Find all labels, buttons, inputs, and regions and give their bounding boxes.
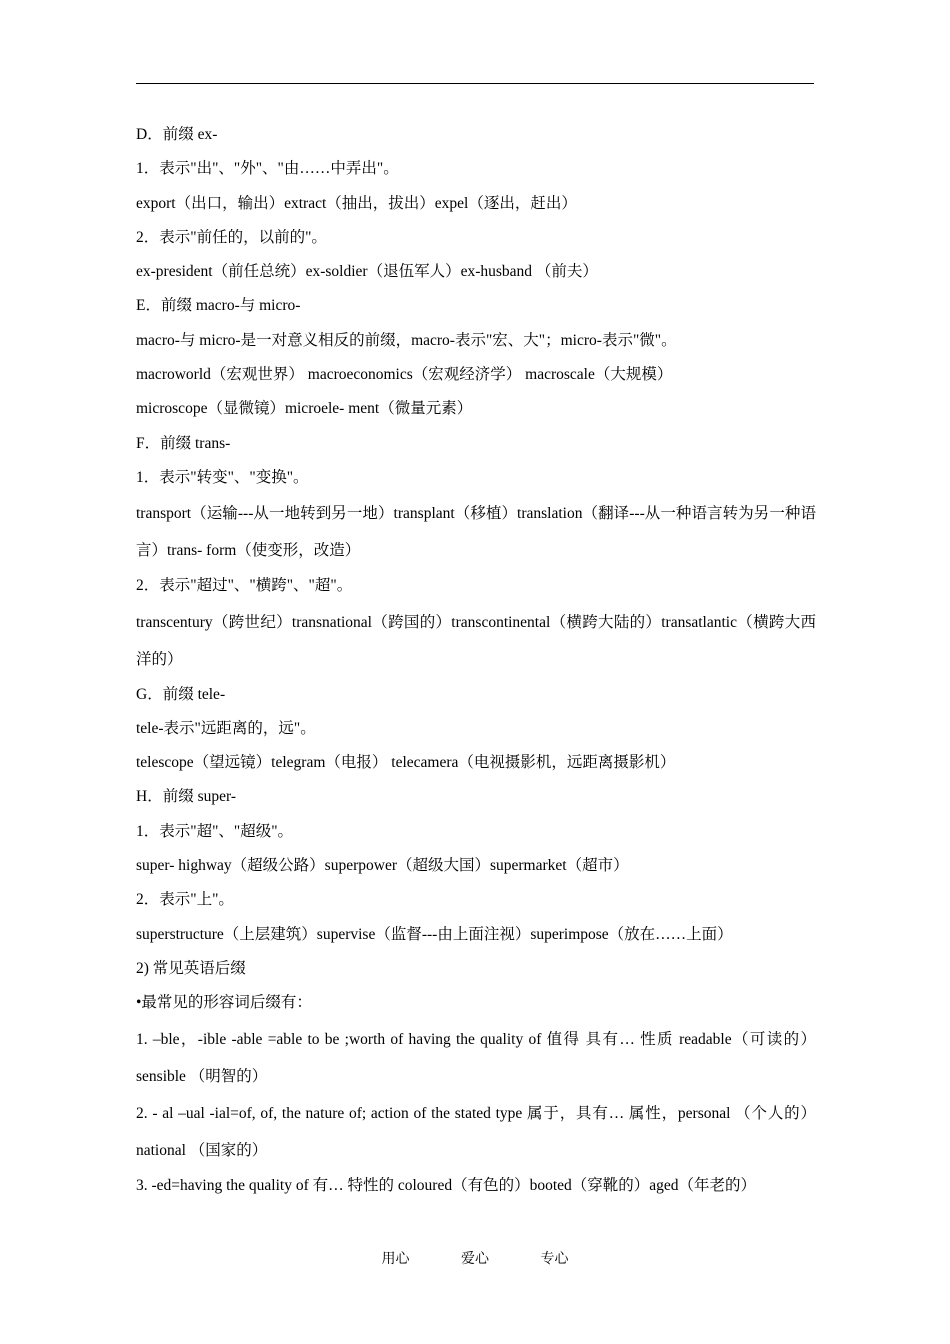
text-paragraph: 1. –ble，-ible -able =able to be ;worth of having the quality of 值得 具有… 性质 readable（可读的）sensible （明智的） (136, 1030, 816, 1085)
heading-prefix-ex: D．前缀 ex- (136, 126, 218, 143)
text-line: 2．表示"上"。 (136, 891, 234, 909)
text-line: super- highway（超级公路）superpower（超级大国）supermarket（超市） (136, 857, 629, 875)
text-paragraph: transport（运输---从一地转到另一地）transplant（移植）translation（翻译---从一种语言转为另一种语言）trans- form（使变形，改造） (136, 505, 816, 560)
footer-text: 用心 (381, 1252, 410, 1267)
text-paragraph: transcentury（跨世纪）transnational（跨国的）transcontinental（横跨大陆的）transatlantic（横跨大西洋的） (136, 613, 816, 668)
text-line: telescope（望远镜）telegram（电报） telecamera（电视摄影机，远距离摄影机） (136, 754, 676, 772)
heading-prefix-tele: G．前缀 tele- (136, 685, 226, 703)
heading-prefix-trans: F．前缀 trans- (136, 434, 231, 452)
text-line: ex-president（前任总统）ex-soldier（退伍军人）ex-husband （前夫） (136, 263, 598, 281)
header-rule (136, 83, 814, 84)
text-line: 2．表示"前任的，以前的"。 (136, 228, 327, 246)
text-line: export（出口，输出）extract（抽出，拔出）expel（逐出，赶出） (136, 194, 577, 212)
text-line: tele-表示"远距离的，远"。 (136, 719, 316, 737)
heading-prefix-macro-micro: E．前缀 macro-与 micro- (136, 297, 301, 315)
document-body (136, 118, 816, 1203)
footer-text: 爱心 (461, 1252, 489, 1267)
text-line: 1．表示"转变"、"变换"。 (136, 468, 309, 486)
text-line: 1．表示"超"、"超级"。 (136, 822, 294, 840)
heading-suffixes: 2) 常见英语后缀 (136, 959, 246, 977)
footer-text: 专心 (540, 1252, 569, 1267)
text-line: 2．表示"超过"、"横跨"、"超"。 (136, 577, 353, 595)
heading-prefix-super: H．前缀 super- (136, 788, 236, 806)
text-line: microscope（显微镜）microele- ment（微量元素） (136, 400, 473, 418)
text-line: superstructure（上层建筑）supervise（监督---由上面注视）superimpose（放在……上面） (136, 925, 733, 943)
text-line: 3. -ed=having the quality of 有… 特性的 coloured（有色的）booted（穿靴的）aged（年老的） (136, 1176, 757, 1194)
text-line: 1．表示"出"、"外"、"由……中弄出"。 (136, 160, 399, 178)
page-footer (0, 1248, 950, 1268)
text-paragraph: 2. - al –ual -ial=of, of, the nature of; action of the stated type 属于，具有… 属性，personal （个人的）national （国家的） (136, 1104, 816, 1159)
text-line: •最常见的形容词后缀有： (136, 994, 312, 1012)
text-line: macroworld（宏观世界） macroeconomics（宏观经济学） macroscale（大规模） (136, 366, 673, 384)
text-line: macro-与 micro-是一对意义相反的前缀，macro-表示"宏、大"；micro-表示"微"。 (136, 331, 677, 349)
